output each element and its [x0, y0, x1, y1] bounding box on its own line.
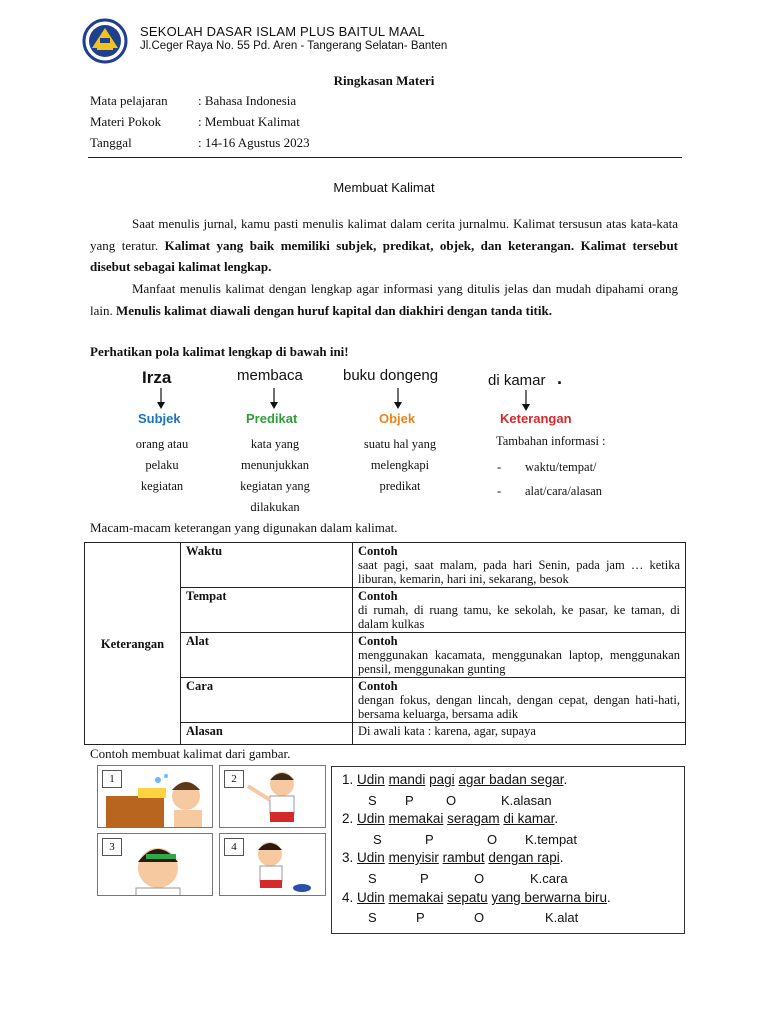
desc-line: kegiatan yang: [240, 479, 310, 493]
table-cell-examples: [353, 633, 686, 678]
example-text: Di awali kata : karena, agar, supaya: [358, 724, 536, 738]
paragraph-1-text: Saat menulis jurnal, kamu pasti menulis kalimat dalam cerita jurnalmu. Kalimat tersusun atas kata-kata yang teratur.: [90, 216, 678, 253]
examples-intro: Contoh membuat kalimat dari gambar.: [90, 746, 291, 761]
paragraph-1: [90, 213, 678, 278]
section-title: Membuat Kalimat: [333, 180, 435, 195]
divider: [88, 157, 682, 158]
paragraph-1-bold: Kalimat yang baik memiliki subjek, predikat, objek, dan keterangan. Kalimat tersebut disebut sebagai kalimat lengkap.: [90, 237, 678, 274]
school-name: SEKOLAH DASAR ISLAM PLUS BAITUL MAAL: [140, 24, 425, 39]
school-logo: [80, 18, 130, 64]
table-intro: Macam-macam keterangan yang digunakan dalam kalimat.: [90, 520, 398, 535]
meta-label-topic: Materi Pokok: [90, 114, 162, 129]
sentence-period: .: [559, 850, 564, 865]
pattern-word-object: buku dongeng: [343, 367, 439, 384]
table-cell-examples: [353, 678, 686, 723]
table-row: [85, 543, 686, 588]
keterangan-item-2: alat/cara/alasan: [525, 484, 603, 498]
picture-3: [97, 833, 213, 896]
pattern-word-subject: Irza: [142, 368, 172, 387]
desc-line: kata yang: [250, 437, 300, 451]
arrow-down-icon: [392, 388, 404, 410]
keterangan-description-title: Tambahan informasi :: [496, 434, 606, 448]
sentence-adverb: di kamar: [503, 811, 555, 826]
picture-1: [97, 765, 213, 828]
keterangan-item-1: waktu/tempat/: [525, 460, 597, 474]
pattern-word-adverb: di kamar: [488, 372, 546, 389]
sentence-subject: Udin: [357, 890, 385, 905]
sentence-object: rambut: [442, 850, 485, 865]
desc-line: dilakukan: [250, 500, 300, 514]
table-row-header: Keterangan: [85, 543, 181, 745]
table-cell-examples: [353, 543, 686, 588]
sentence-period: .: [554, 811, 559, 826]
label-k: K.alasan: [501, 793, 552, 808]
sentence-period: .: [563, 772, 568, 787]
sentence-predicate: memakai: [388, 811, 444, 826]
desc-line: orang atau: [135, 437, 189, 451]
paragraph-2-bold: Menulis kalimat diawali dengan huruf kapital dan diakhiri dengan tanda titik.: [116, 302, 552, 318]
meta-label-subject: Mata pelajaran: [90, 93, 168, 108]
paragraph-3-bold: Perhatikan pola kalimat lengkap di bawah ini!: [90, 344, 349, 359]
sentence-subject: Udin: [357, 811, 385, 826]
table-cell-type: Alat: [181, 633, 353, 678]
sentence-period: .: [606, 890, 611, 905]
table-cell-type: Waktu: [181, 543, 353, 588]
picture-4: [219, 833, 326, 896]
table-cell-examples: [353, 588, 686, 633]
desc-line: suatu hal yang: [363, 437, 437, 451]
label-s: S: [368, 871, 377, 886]
role-objek: Objek: [379, 411, 416, 426]
sentence-number: 4.: [342, 890, 354, 905]
picture-number: 3: [102, 838, 122, 856]
desc-line: pelaku: [145, 458, 179, 472]
example-text: di rumah, di ruang tamu, ke sekolah, ke pasar, ke taman, di dalam kulkas: [358, 603, 680, 631]
subjek-description: [110, 434, 214, 497]
sentence-adverb: yang berwarna biru: [491, 890, 607, 905]
label-o: O: [474, 910, 485, 925]
example-heading: Contoh: [358, 679, 398, 693]
predikat-description: [222, 434, 328, 518]
table-cell-examples: [353, 723, 686, 745]
arrow-down-icon: [155, 388, 167, 410]
arrow-down-icon: [520, 390, 532, 412]
label-o: O: [474, 871, 485, 886]
example-text: saat pagi, saat malam, pada hari Senin, pada jam … ketika liburan, kemarin, hari ini, sekarang, besok: [358, 558, 680, 586]
sentence-predicate: memakai: [388, 890, 444, 905]
table-cell-type: Tempat: [181, 588, 353, 633]
desc-line: predikat: [379, 479, 421, 493]
label-k: K.tempat: [525, 832, 578, 847]
school-address: Jl.Ceger Raya No. 55 Pd. Aren - Tangerang Selatan- Banten: [140, 40, 448, 52]
label-s: S: [368, 793, 377, 808]
sentence-subject: Udin: [357, 772, 385, 787]
example-sentence-1: [342, 772, 567, 787]
role-subjek: Subjek: [138, 411, 181, 426]
label-o: O: [446, 793, 457, 808]
objek-description: [345, 434, 455, 497]
picture-number: 2: [224, 770, 244, 788]
role-keterangan: Keterangan: [500, 411, 572, 426]
label-s: S: [368, 910, 377, 925]
example-sentence-3: [342, 850, 563, 865]
desc-line: melengkapi: [370, 458, 430, 472]
arrow-down-icon: [268, 388, 280, 410]
sentence-adverb: dengan rapi: [488, 850, 560, 865]
label-s: S: [373, 832, 382, 847]
keterangan-table: [84, 542, 686, 745]
label-k: K.alat: [545, 910, 579, 925]
pattern-word-predicate: membaca: [237, 367, 303, 384]
example-text: menggunakan kacamata, menggunakan laptop, menggunakan pensil, menggunakan gunting: [358, 648, 680, 676]
table-cell-type: Cara: [181, 678, 353, 723]
sentence-subject: Udin: [357, 850, 385, 865]
document-title: Ringkasan Materi: [333, 73, 435, 88]
example-text: dengan fokus, dengan lincah, dengan cepat, dengan hati-hati, bersama keluarga, bersama adik: [358, 693, 680, 721]
sentence-adverb: agar badan segar: [458, 772, 564, 787]
sentence-number: 3.: [342, 850, 354, 865]
bullet-dash: -: [497, 484, 502, 498]
meta-label-date: Tanggal: [90, 135, 132, 150]
role-predikat: Predikat: [246, 411, 298, 426]
desc-line: menunjukkan: [240, 458, 310, 472]
sentence-object: seragam: [447, 811, 500, 826]
sentence-number: 1.: [342, 772, 354, 787]
label-p: P: [416, 910, 425, 925]
paragraph-3: [90, 341, 678, 363]
meta-value-date: : 14-16 Agustus 2023: [198, 135, 310, 150]
paragraph-2-text: Manfaat menulis kalimat dengan lengkap agar informasi yang ditulis jelas dan mudah dipahami orang lain.: [90, 281, 678, 318]
example-heading: Contoh: [358, 634, 398, 648]
meta-value-subject: : Bahasa Indonesia: [198, 93, 297, 108]
picture-2: [219, 765, 326, 828]
bullet-dash: -: [497, 460, 502, 474]
label-p: P: [420, 871, 429, 886]
example-heading: Contoh: [358, 589, 398, 603]
paragraph-2: [90, 278, 678, 321]
picture-number: 4: [224, 838, 244, 856]
example-sentence-4: [342, 890, 611, 905]
sentence-predicate: mandi: [388, 772, 426, 787]
label-p: P: [405, 793, 414, 808]
label-p: P: [425, 832, 434, 847]
sentence-predicate: menyisir: [388, 850, 439, 865]
picture-number: 1: [102, 770, 122, 788]
label-o: O: [487, 832, 498, 847]
desc-line: kegiatan: [140, 479, 184, 493]
meta-value-topic: : Membuat Kalimat: [198, 114, 300, 129]
sentence-number: 2.: [342, 811, 354, 826]
label-k: K.cara: [530, 871, 568, 886]
example-heading: Contoh: [358, 544, 398, 558]
sentence-object: sepatu: [447, 890, 488, 905]
table-cell-type: Alasan: [181, 723, 353, 745]
sentence-object: pagi: [429, 772, 455, 787]
pattern-period: .: [557, 368, 563, 388]
example-sentence-2: [342, 811, 558, 826]
